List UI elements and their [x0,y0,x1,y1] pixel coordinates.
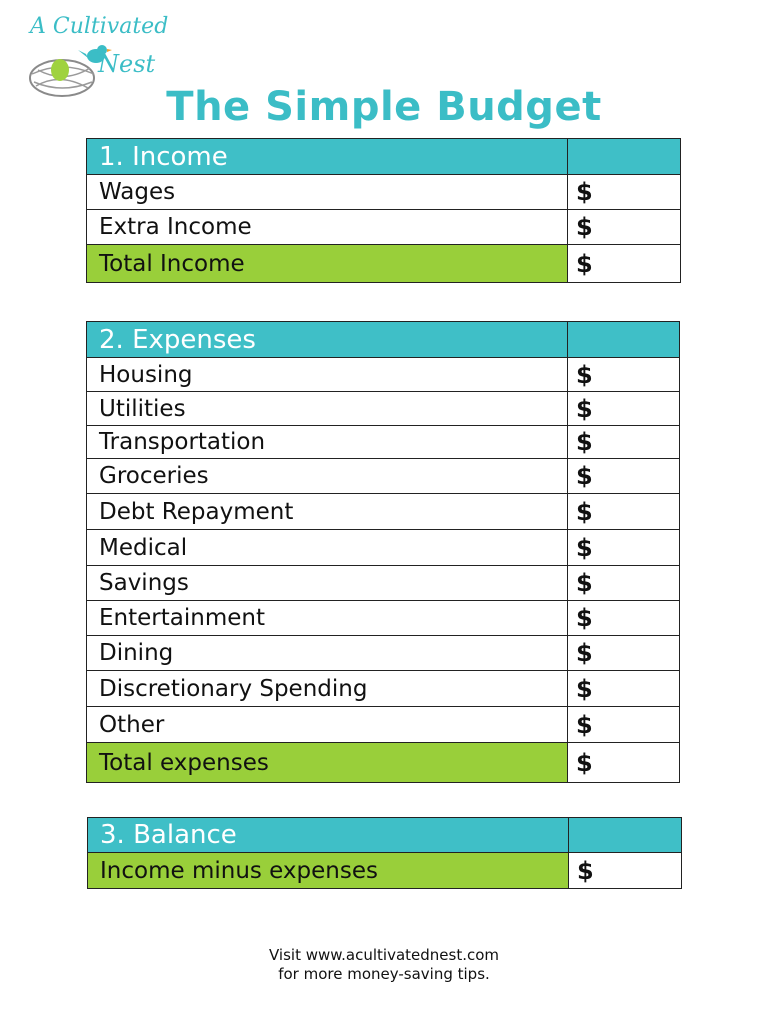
expense-row-label: Other [87,707,568,743]
expenses-table [86,321,680,783]
income-heading-value [568,139,681,175]
expense-row-value[interactable]: $ [568,358,680,392]
income-row-value[interactable]: $ [568,175,681,210]
expenses-heading: 2. Expenses [87,322,568,358]
expense-row-label: Dining [87,636,568,671]
balance-total-value[interactable]: $ [569,853,682,889]
expense-row-label: Debt Repayment [87,494,568,530]
expense-row-value[interactable]: $ [568,426,680,459]
expense-row-value[interactable]: $ [568,459,680,494]
footer-line-1: Visit www.acultivatednest.com [268,946,500,964]
expense-row-label: Discretionary Spending [87,671,568,707]
expense-row-label: Utilities [87,392,568,426]
balance-total-label: Income minus expenses [88,853,569,889]
footer-line-2: for more money-saving tips. [278,965,490,983]
income-total-label: Total Income [87,245,568,283]
expense-row-value[interactable]: $ [568,392,680,426]
expense-row-label: Housing [87,358,568,392]
income-row-value[interactable]: $ [568,210,681,245]
balance-heading: 3. Balance [88,818,569,853]
brand-line-2: Nest [98,50,156,78]
expense-row-label: Entertainment [87,601,568,636]
income-table [86,138,681,283]
expense-row-value[interactable]: $ [568,671,680,707]
expenses-total-label: Total expenses [87,743,568,783]
income-row-label: Extra Income [87,210,568,245]
balance-heading-value [569,818,682,853]
brand-line-1: A Cultivated [30,14,169,39]
expense-row-label: Savings [87,566,568,601]
expense-row-value[interactable]: $ [568,636,680,671]
expenses-heading-value [568,322,680,358]
expense-row-value[interactable]: $ [568,707,680,743]
expense-row-label: Transportation [87,426,568,459]
income-total-value[interactable]: $ [568,245,681,283]
page-title: The Simple Budget [166,84,602,130]
income-heading: 1. Income [87,139,568,175]
footer [0,946,768,984]
expense-row-label: Groceries [87,459,568,494]
expenses-total-value[interactable]: $ [568,743,680,783]
expense-row-value[interactable]: $ [568,566,680,601]
expense-row-value[interactable]: $ [568,601,680,636]
expense-row-label: Medical [87,530,568,566]
expense-row-value[interactable]: $ [568,494,680,530]
income-row-label: Wages [87,175,568,210]
balance-table [87,817,682,889]
expense-row-value[interactable]: $ [568,530,680,566]
